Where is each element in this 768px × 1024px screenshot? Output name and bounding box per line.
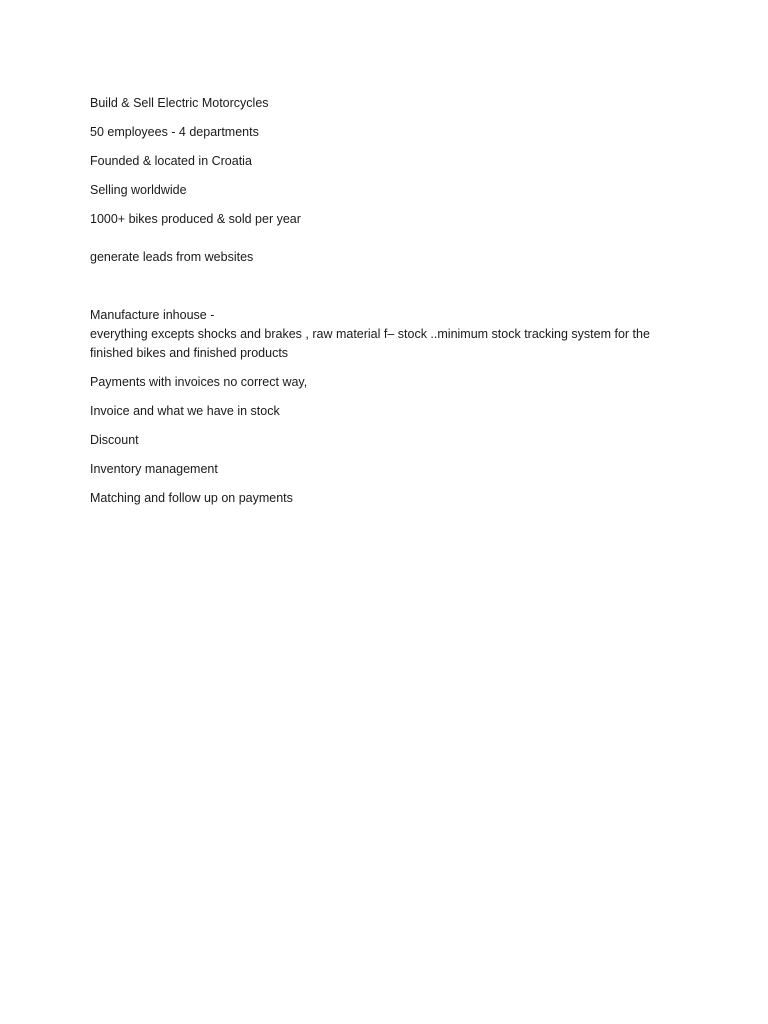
line-company-description: Build & Sell Electric Motorcycles bbox=[90, 96, 269, 110]
line-invoice-stock: Invoice and what we have in stock bbox=[90, 404, 280, 418]
line-manufacture-details: everything excepts shocks and brakes , raw material f– stock ..minimum stock tracking system for the finished bikes and finished products bbox=[90, 327, 650, 360]
line-employees: 50 employees - 4 departments bbox=[90, 125, 259, 139]
line-inventory: Inventory management bbox=[90, 462, 218, 476]
line-payments: Payments with invoices no correct way, bbox=[90, 375, 308, 389]
line-discount: Discount bbox=[90, 433, 139, 447]
line-leads: generate leads from websites bbox=[90, 250, 254, 264]
document-body bbox=[90, 94, 680, 508]
line-payment-followup: Matching and follow up on payments bbox=[90, 491, 293, 505]
line-production-volume: 1000+ bikes produced & sold per year bbox=[90, 212, 301, 226]
line-market: Selling worldwide bbox=[90, 183, 187, 197]
line-location: Founded & located in Croatia bbox=[90, 154, 252, 168]
line-manufacture-heading: Manufacture inhouse - bbox=[90, 308, 215, 322]
